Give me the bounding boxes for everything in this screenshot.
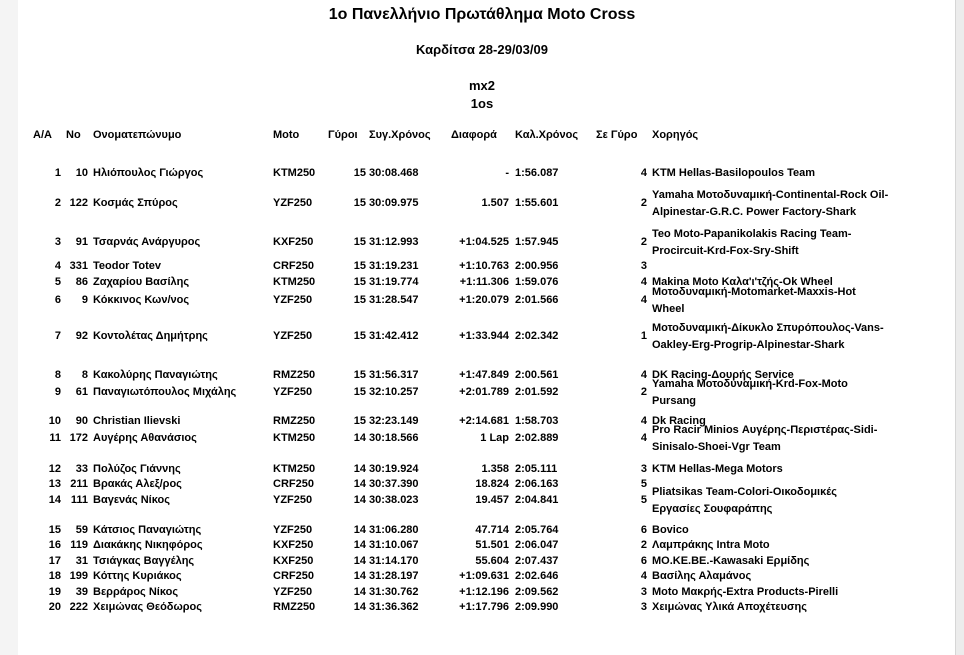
cell-sponsor-line: Χειμώνας Υλικά Αποχέτευσης — [652, 601, 807, 613]
cell-moto: YZF250 — [273, 330, 313, 342]
cell-rider-name: Christian Ilievski — [93, 415, 181, 427]
cell-on-lap: 3 — [640, 586, 647, 598]
cell-pos: 7 — [54, 330, 61, 342]
cell-laps: 15 — [353, 386, 366, 398]
cell-gap: 1.507 — [481, 197, 509, 209]
cell-gap: +1:10.763 — [459, 260, 509, 272]
cell-laps: 15 — [353, 167, 366, 179]
cell-sponsor-line: Dk Racing — [652, 415, 706, 427]
cell-on-lap: 4 — [640, 276, 647, 288]
cell-laps: 14 — [353, 463, 366, 475]
cell-rider-name: Κοσμάς Σπύρος — [93, 197, 178, 209]
cell-best-time: 1:56.087 — [515, 167, 559, 179]
cell-sponsor-line: KTM Hellas-Basilopoulos Team — [652, 167, 815, 179]
cell-rider-name: Τσαρνάς Ανάργυρος — [93, 236, 201, 248]
cell-on-lap: 6 — [640, 524, 647, 536]
cell-best-time: 2:05.764 — [515, 524, 559, 536]
cell-pos: 8 — [54, 369, 61, 381]
cell-laps: 14 — [353, 586, 366, 598]
cell-best-time: 2:02.889 — [515, 432, 559, 444]
cell-total-time: 32:23.149 — [369, 415, 419, 427]
cell-total-time: 31:42.412 — [369, 330, 419, 342]
cell-sponsor-line: Βασίλης Αλαμάνος — [652, 570, 752, 582]
cell-sponsor-line: Εργασίες Σουφαράπης — [652, 503, 773, 515]
cell-no: 59 — [75, 524, 88, 536]
cell-rider-name: Κόττης Κυριάκος — [93, 570, 182, 582]
cell-pos: 4 — [54, 260, 61, 272]
cell-rider-name: Τσιάγκας Βαγγέλης — [93, 555, 195, 567]
cell-total-time: 30:18.566 — [369, 432, 419, 444]
cell-sponsor-line: Alpinestar-G.R.C. Power Factory-Shark — [652, 206, 857, 218]
cell-on-lap: 3 — [640, 260, 647, 272]
header-laps: Γύροι — [328, 129, 358, 141]
cell-on-lap: 5 — [640, 478, 647, 490]
cell-total-time: 31:56.317 — [369, 369, 419, 381]
cell-total-time: 31:14.170 — [369, 555, 419, 567]
cell-laps: 15 — [353, 415, 366, 427]
cell-no: 222 — [69, 601, 88, 613]
cell-pos: 15 — [48, 524, 61, 536]
cell-rider-name: Κοντολέτας Δημήτρης — [93, 330, 208, 342]
cell-sponsor-line: Procircuit-Krd-Fox-Sry-Shift — [652, 245, 799, 257]
cell-moto: YZF250 — [273, 197, 313, 209]
cell-best-time: 2:00.561 — [515, 369, 559, 381]
cell-best-time: 2:06.163 — [515, 478, 559, 490]
cell-rider-name: Κακολύρης Παναγιώτης — [93, 369, 218, 381]
cell-sponsor-line: Yamaha Μοτοδυναμική-Continental-Rock Oil- — [652, 189, 889, 201]
cell-rider-name: Βρακάς Αλεξ/ρος — [93, 478, 182, 490]
cell-no: 39 — [75, 586, 88, 598]
cell-gap: +1:12.196 — [459, 586, 509, 598]
cell-moto: CRF250 — [273, 478, 314, 490]
cell-on-lap: 2 — [640, 197, 647, 209]
cell-rider-name: Ηλιόπουλος Γιώργος — [93, 167, 204, 179]
cell-on-lap: 3 — [640, 463, 647, 475]
cell-on-lap: 1 — [640, 330, 647, 342]
cell-on-lap: 2 — [640, 539, 647, 551]
cell-laps: 14 — [353, 539, 366, 551]
cell-no: 92 — [75, 330, 88, 342]
cell-rider-name: Κόκκινος Κων/νος — [93, 294, 190, 306]
cell-moto: KXF250 — [273, 539, 314, 551]
cell-total-time: 30:09.975 — [369, 197, 419, 209]
cell-sponsor-line: ΜΟ.ΚΕ.ΒΕ.-Kawasaki Ερμίδης — [652, 555, 810, 567]
cell-gap: +2:01.789 — [459, 386, 509, 398]
cell-pos: 10 — [48, 415, 61, 427]
cell-pos: 20 — [48, 601, 61, 613]
cell-rider-name: Κάτσιος Παναγιώτης — [93, 524, 202, 536]
cell-gap: +2:14.681 — [459, 415, 509, 427]
cell-on-lap: 4 — [640, 369, 647, 381]
cell-best-time: 2:01.592 — [515, 386, 559, 398]
cell-gap: 55.604 — [475, 555, 509, 567]
cell-total-time: 31:30.762 — [369, 586, 419, 598]
page-title: 1ο Πανελλήνιο Πρωτάθλημα Moto Cross — [328, 6, 636, 23]
cell-laps: 14 — [353, 432, 366, 444]
cell-moto: RMZ250 — [273, 601, 316, 613]
cell-pos: 18 — [48, 570, 61, 582]
cell-pos: 3 — [54, 236, 61, 248]
cell-moto: KTM250 — [273, 167, 316, 179]
cell-gap: - — [505, 167, 509, 179]
cell-laps: 14 — [353, 478, 366, 490]
cell-sponsor-line: Pliatsikas Team-Colori-Οικοδομικές — [652, 486, 837, 498]
cell-no: 31 — [75, 555, 88, 567]
cell-best-time: 2:02.646 — [515, 570, 559, 582]
cell-laps: 14 — [353, 524, 366, 536]
cell-total-time: 30:08.468 — [369, 167, 419, 179]
cell-sponsor-line: DK Racing-Δουρής Service — [652, 369, 794, 381]
cell-on-lap: 4 — [640, 294, 647, 306]
cell-gap: +1:09.631 — [459, 570, 509, 582]
cell-sponsor-line: Pursang — [652, 395, 697, 407]
cell-no: 199 — [69, 570, 88, 582]
class-name: mx2 — [468, 78, 496, 93]
cell-sponsor-line: Wheel — [652, 303, 685, 315]
cell-on-lap: 4 — [640, 167, 647, 179]
cell-sponsor-line: Moto Μακρής-Extra Products-Pirelli — [652, 586, 839, 598]
cell-sponsor-line: KTM Hellas-Mega Motors — [652, 463, 783, 475]
cell-rider-name: Αυγέρης Αθανάσιος — [93, 432, 197, 444]
cell-moto: YZF250 — [273, 494, 313, 506]
header-pos: Α/Α — [33, 129, 52, 141]
cell-rider-name: Παναγιωτόπουλος Μιχάλης — [93, 386, 237, 398]
cell-sponsor-line: Pro Racir Minios Αυγέρης-Περιστέρας-Sidi- — [652, 424, 878, 436]
cell-pos: 13 — [48, 478, 61, 490]
cell-best-time: 2:01.566 — [515, 294, 559, 306]
cell-pos: 12 — [48, 463, 61, 475]
cell-pos: 6 — [54, 294, 61, 306]
cell-moto: KTM250 — [273, 276, 316, 288]
cell-best-time: 1:59.076 — [515, 276, 559, 288]
cell-moto: KXF250 — [273, 555, 314, 567]
header-best-time: Καλ.Χρόνος — [515, 129, 579, 141]
cell-pos: 19 — [48, 586, 61, 598]
cell-moto: YZF250 — [273, 586, 313, 598]
cell-total-time: 30:38.023 — [369, 494, 419, 506]
race-name: 1os — [470, 96, 494, 111]
cell-no: 331 — [69, 260, 88, 272]
cell-gap: +1:17.796 — [459, 601, 509, 613]
cell-gap: 18.824 — [475, 478, 509, 490]
header-moto: Moto — [273, 129, 300, 141]
cell-on-lap: 5 — [640, 494, 647, 506]
cell-pos: 9 — [54, 386, 61, 398]
cell-no: 10 — [75, 167, 88, 179]
cell-laps: 14 — [353, 494, 366, 506]
event-subtitle: Καρδίτσα 28-29/03/09 — [416, 42, 548, 57]
cell-best-time: 2:06.047 — [515, 539, 559, 551]
cell-pos: 11 — [49, 432, 61, 444]
cell-on-lap: 4 — [640, 415, 647, 427]
cell-no: 172 — [69, 432, 88, 444]
cell-no: 90 — [75, 415, 88, 427]
cell-sponsor-line: Teo Moto-Papanikolakis Racing Team- — [652, 228, 852, 240]
cell-sponsor-line: Μοτοδυναμική-Δίκυκλο Σπυρόπουλος-Vans- — [652, 322, 884, 334]
cell-rider-name: Βερράρος Νίκος — [93, 586, 179, 598]
cell-sponsor-line: Oakley-Erg-Progrip-Alpinestar-Shark — [652, 339, 845, 351]
cell-total-time: 30:19.924 — [369, 463, 419, 475]
cell-no: 122 — [69, 197, 88, 209]
cell-pos: 2 — [54, 197, 61, 209]
cell-laps: 15 — [353, 260, 366, 272]
cell-best-time: 2:09.990 — [515, 601, 559, 613]
cell-no: 211 — [70, 478, 88, 490]
cell-gap: +1:47.849 — [459, 369, 509, 381]
cell-gap: +1:20.079 — [459, 294, 509, 306]
cell-no: 33 — [75, 463, 88, 475]
cell-best-time: 1:58.703 — [515, 415, 559, 427]
cell-total-time: 31:36.362 — [369, 601, 419, 613]
cell-no: 91 — [75, 236, 88, 248]
cell-no: 111 — [70, 494, 88, 506]
header-sponsor: Χορηγός — [652, 129, 699, 141]
header-no: Νο — [66, 129, 81, 141]
cell-gap: +1:04.525 — [459, 236, 509, 248]
cell-rider-name: Ζαχαρίου Βασίλης — [93, 276, 190, 288]
cell-moto: KTM250 — [273, 432, 316, 444]
cell-total-time: 31:28.547 — [369, 294, 419, 306]
cell-rider-name: Teodor Totev — [93, 260, 162, 272]
cell-rider-name: Διακάκης Νικηφόρος — [93, 539, 203, 551]
cell-best-time: 2:07.437 — [515, 555, 559, 567]
cell-best-time: 1:57.945 — [515, 236, 559, 248]
cell-pos: 5 — [54, 276, 61, 288]
cell-sponsor-line: Yamaha Μοτοδυναμική-Krd-Fox-Moto — [652, 378, 848, 390]
header-gap: Διαφορά — [451, 129, 497, 141]
cell-on-lap: 4 — [640, 432, 647, 444]
cell-laps: 15 — [353, 330, 366, 342]
cell-gap: +1:33.944 — [459, 330, 509, 342]
cell-sponsor-line: Λαμπράκης Intra Moto — [652, 539, 770, 551]
cell-moto: KXF250 — [273, 236, 314, 248]
cell-on-lap: 2 — [640, 236, 647, 248]
cell-best-time: 1:55.601 — [515, 197, 559, 209]
cell-total-time: 31:12.993 — [369, 236, 419, 248]
cell-laps: 14 — [353, 601, 366, 613]
cell-gap: 19.457 — [475, 494, 509, 506]
cell-laps: 15 — [353, 369, 366, 381]
cell-best-time: 2:09.562 — [515, 586, 559, 598]
cell-pos: 16 — [48, 539, 61, 551]
cell-pos: 14 — [48, 494, 61, 506]
cell-on-lap: 6 — [640, 555, 647, 567]
cell-best-time: 2:00.956 — [515, 260, 559, 272]
cell-total-time: 31:19.231 — [369, 260, 419, 272]
cell-total-time: 32:10.257 — [369, 386, 419, 398]
cell-rider-name: Βαγενάς Νίκος — [93, 494, 170, 506]
cell-no: 119 — [70, 539, 88, 551]
cell-gap: 51.501 — [475, 539, 509, 551]
cell-on-lap: 2 — [640, 386, 647, 398]
cell-moto: KTM250 — [273, 463, 316, 475]
cell-moto: YZF250 — [273, 524, 313, 536]
cell-total-time: 31:19.774 — [369, 276, 419, 288]
header-total-time: Συγ.Χρόνος — [369, 129, 431, 141]
cell-on-lap: 4 — [640, 570, 647, 582]
cell-no: 61 — [75, 386, 88, 398]
cell-sponsor-line: Makina Moto Καλα'ι'τζής-Ok Wheel — [652, 276, 833, 288]
cell-gap: +1:11.306 — [459, 276, 509, 288]
cell-no: 86 — [75, 276, 88, 288]
cell-no: 9 — [81, 294, 88, 306]
cell-total-time: 30:37.390 — [369, 478, 419, 490]
cell-rider-name: Χειμώνας Θεόδωρος — [93, 601, 202, 613]
cell-laps: 15 — [353, 236, 366, 248]
cell-best-time: 2:02.342 — [515, 330, 559, 342]
cell-laps: 15 — [353, 294, 366, 306]
cell-sponsor-line: Sinisalo-Shoei-Vgr Team — [652, 441, 781, 453]
cell-sponsor-line: Μοτοδυναμική-Motomarket-Maxxis-Hot — [652, 286, 856, 298]
cell-gap: 1 Lap — [480, 432, 509, 444]
cell-gap: 47.714 — [475, 524, 509, 536]
cell-gap: 1.358 — [481, 463, 509, 475]
cell-no: 8 — [81, 369, 88, 381]
cell-laps: 14 — [353, 555, 366, 567]
cell-pos: 17 — [48, 555, 61, 567]
cell-moto: YZF250 — [273, 386, 313, 398]
cell-on-lap: 3 — [640, 601, 647, 613]
cell-best-time: 2:05.111 — [515, 463, 558, 475]
cell-laps: 14 — [353, 570, 366, 582]
cell-rider-name: Πολύζος Γιάννης — [93, 463, 181, 475]
cell-best-time: 2:04.841 — [515, 494, 559, 506]
header-on-lap: Σε Γύρο — [596, 129, 638, 141]
cell-laps: 15 — [353, 276, 366, 288]
header-name: Ονοματεπώνυμο — [93, 129, 182, 141]
cell-pos: 1 — [54, 167, 61, 179]
cell-laps: 15 — [353, 197, 366, 209]
cell-sponsor-line: Bovico — [652, 524, 689, 536]
cell-moto: CRF250 — [273, 260, 314, 272]
cell-moto: YZF250 — [273, 294, 313, 306]
cell-moto: RMZ250 — [273, 369, 316, 381]
cell-moto: RMZ250 — [273, 415, 316, 427]
cell-total-time: 31:28.197 — [369, 570, 419, 582]
cell-moto: CRF250 — [273, 570, 314, 582]
cell-total-time: 31:06.280 — [369, 524, 419, 536]
cell-total-time: 31:10.067 — [369, 539, 419, 551]
